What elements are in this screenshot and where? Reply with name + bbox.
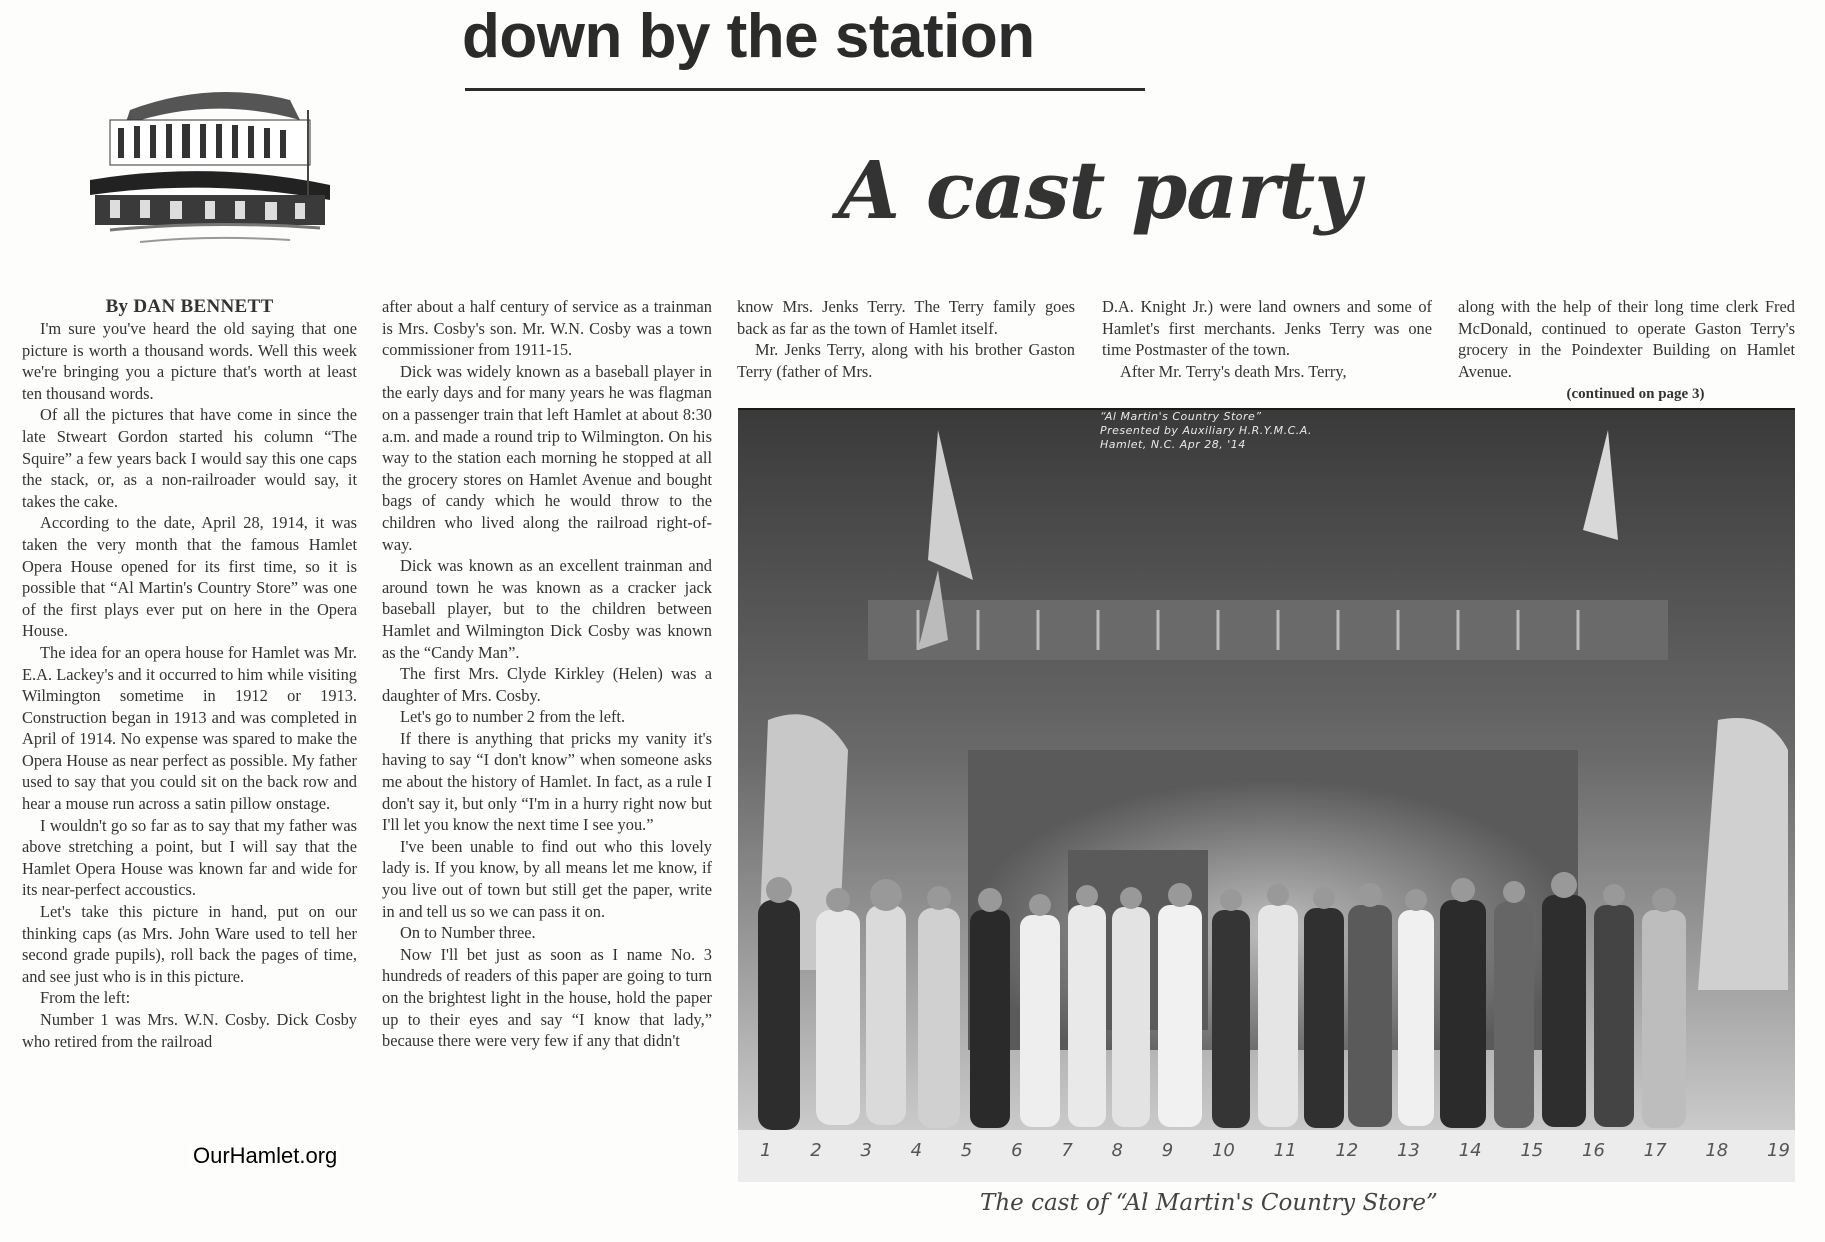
paragraph: Of all the pictures that have come in since the late Stweart Gordon started his column “The Squire” a few years back I would say this one caps the stack, or, as a non-railroader would say, it takes the cake. xyxy=(22,405,357,511)
headline: A cast party xyxy=(838,143,1360,237)
article-column-1 xyxy=(22,296,357,1052)
inscription-line: Hamlet, N.C. Apr 28, '14 xyxy=(1100,438,1246,451)
cast-number: 12 xyxy=(1335,1140,1359,1161)
cast-number: 8 xyxy=(1111,1140,1123,1161)
paragraph: I've been unable to find out who this lovely lady is. If you know, by all means let me know, if you live out of town but still get the paper, write in and tell us so we can pass it on. xyxy=(382,836,712,921)
cast-number: 13 xyxy=(1396,1140,1420,1161)
paragraph: D.A. Knight Jr.) were land owners and some of Hamlet's first merchants. Jenks Terry was one time Postmaster of the town. xyxy=(1102,297,1432,360)
cast-number: 9 xyxy=(1161,1140,1174,1161)
inscription-line: “Al Martin's Country Store” xyxy=(1100,410,1262,423)
paragraph: Dick was widely known as a baseball player in the early days and for many years he was flagman on a passenger train that left Hamlet at about 8:30 a.m. and made a round trip to Wilmington. On his way to the station each morning he stopped at all the grocery stores on Hamlet Avenue and bought bags of candy which he would throw to the children who lived along the railroad right-of-way. xyxy=(382,361,712,554)
paragraph: Number 1 was Mrs. W.N. Cosby. Dick Cosby who retired from the railroad xyxy=(22,1010,357,1051)
paragraph: From the left: xyxy=(40,988,131,1008)
cast-number: 11 xyxy=(1273,1140,1297,1161)
cast-number: 19 xyxy=(1767,1140,1790,1161)
article-column-3 xyxy=(737,296,1075,382)
cast-photo xyxy=(738,408,1795,1182)
inscription-line: Presented by Auxiliary H.R.Y.M.C.A. xyxy=(1100,424,1312,437)
byline: By DAN BENNETT xyxy=(105,296,274,317)
cast-number: 4 xyxy=(910,1140,923,1161)
article-column-4 xyxy=(1102,296,1432,382)
paragraph: after about a half century of service as a trainman is Mrs. Cosby's son. Mr. W.N. Cosby was a town commissioner from 1911-15. xyxy=(382,297,712,360)
photo-inscription xyxy=(1100,410,1312,452)
paragraph: After Mr. Terry's death Mrs. Terry, xyxy=(1120,361,1347,381)
paragraph: According to the date, April 28, 1914, it was taken the very month that the famous Hamlet Opera House opened for its first time, so it is possible that “Al Martin's Country Store” was one of the first plays ever put on here in the Opera House. xyxy=(22,513,357,641)
cast-number: 18 xyxy=(1705,1140,1729,1161)
paragraph: Let's take this picture in hand, put on our thinking caps (as Mrs. John Ware used to tell her second grade pupils), roll back the pages of time, and see just who is in this picture. xyxy=(22,902,357,986)
cast-number: 16 xyxy=(1582,1140,1605,1161)
cast-number: 7 xyxy=(1061,1140,1073,1161)
cast-number: 6 xyxy=(1011,1140,1023,1161)
paragraph: On to Number three. xyxy=(400,923,536,943)
article-column-5 xyxy=(1458,296,1795,406)
cast-number: 1 xyxy=(760,1140,772,1161)
photo-caption: The cast of “Al Martin's Country Store” xyxy=(980,1190,1438,1216)
paragraph: I'm sure you've heard the old saying that one picture is worth a thousand words. Well this week we're bringing you a picture that's worth at least ten thousand words. xyxy=(22,319,357,403)
cast-number: 17 xyxy=(1643,1140,1667,1161)
cast-number: 3 xyxy=(860,1140,872,1161)
paragraph: I wouldn't go so far as to say that my father was above stretching a point, but I will say that the Hamlet Opera House was known far and wide for its near-perfect accoustics. xyxy=(22,815,357,900)
paragraph: know Mrs. Jenks Terry. The Terry family goes back as far as the town of Hamlet itself. xyxy=(737,297,1075,338)
cast-number: 5 xyxy=(960,1140,973,1161)
train-station-illustration-icon xyxy=(70,70,360,250)
cast-number: 10 xyxy=(1211,1140,1235,1161)
paragraph: Let's go to number 2 from the left. xyxy=(400,707,626,727)
kicker-underline xyxy=(465,88,1145,91)
article-column-2 xyxy=(382,296,712,1052)
paragraph: If there is anything that pricks my vanity it's having to say “I don't know” when someone asks me about the history of Hamlet. In fact, as a rule I don't say it, but only “I'm in a hurry right now but I'll let you know the next time I see you.” xyxy=(382,728,712,835)
cast-number: 2 xyxy=(810,1140,822,1161)
cast-number: 15 xyxy=(1520,1140,1544,1161)
cast-number-labels xyxy=(760,1140,1790,1161)
section-kicker: down by the station xyxy=(462,2,1035,71)
site-watermark: OurHamlet.org xyxy=(190,1143,340,1169)
paragraph: The idea for an opera house for Hamlet was Mr. E.A. Lackey's and it occurred to him while visiting Wilmington sometime in 1912 or 1913. Construction began in 1913 and was completed in April of 1914. No expense was spared to make the Opera House as near perfect as possible. My father used to say that you could sit on the back row and hear a mouse run across a satin pillow onstage. xyxy=(22,642,357,814)
continued-notice: (continued on page 3) xyxy=(1566,386,1705,403)
paragraph: The first Mrs. Clyde Kirkley (Helen) was a daughter of Mrs. Cosby. xyxy=(382,664,712,705)
paragraph: along with the help of their long time clerk Fred McDonald, continued to operate Gaston Terry's grocery in the Poindexter Building on Hamlet Avenue. xyxy=(1458,297,1795,381)
paragraph: Now I'll bet just as soon as I name No. 3 hundreds of readers of this paper are going to turn on the brightest light in the house, hold the paper up to their eyes and say “I know that lady,” because there were very few if any that didn't xyxy=(382,944,712,1051)
paragraph: Dick was known as an excellent trainman and around town he was known as a cracker jack baseball player, but to the children between Hamlet and Wilmington Dick Cosby was known as the “Candy Man”. xyxy=(382,556,712,662)
paragraph: Mr. Jenks Terry, along with his brother Gaston Terry (father of Mrs. xyxy=(737,340,1075,381)
cast-number: 14 xyxy=(1458,1140,1482,1161)
